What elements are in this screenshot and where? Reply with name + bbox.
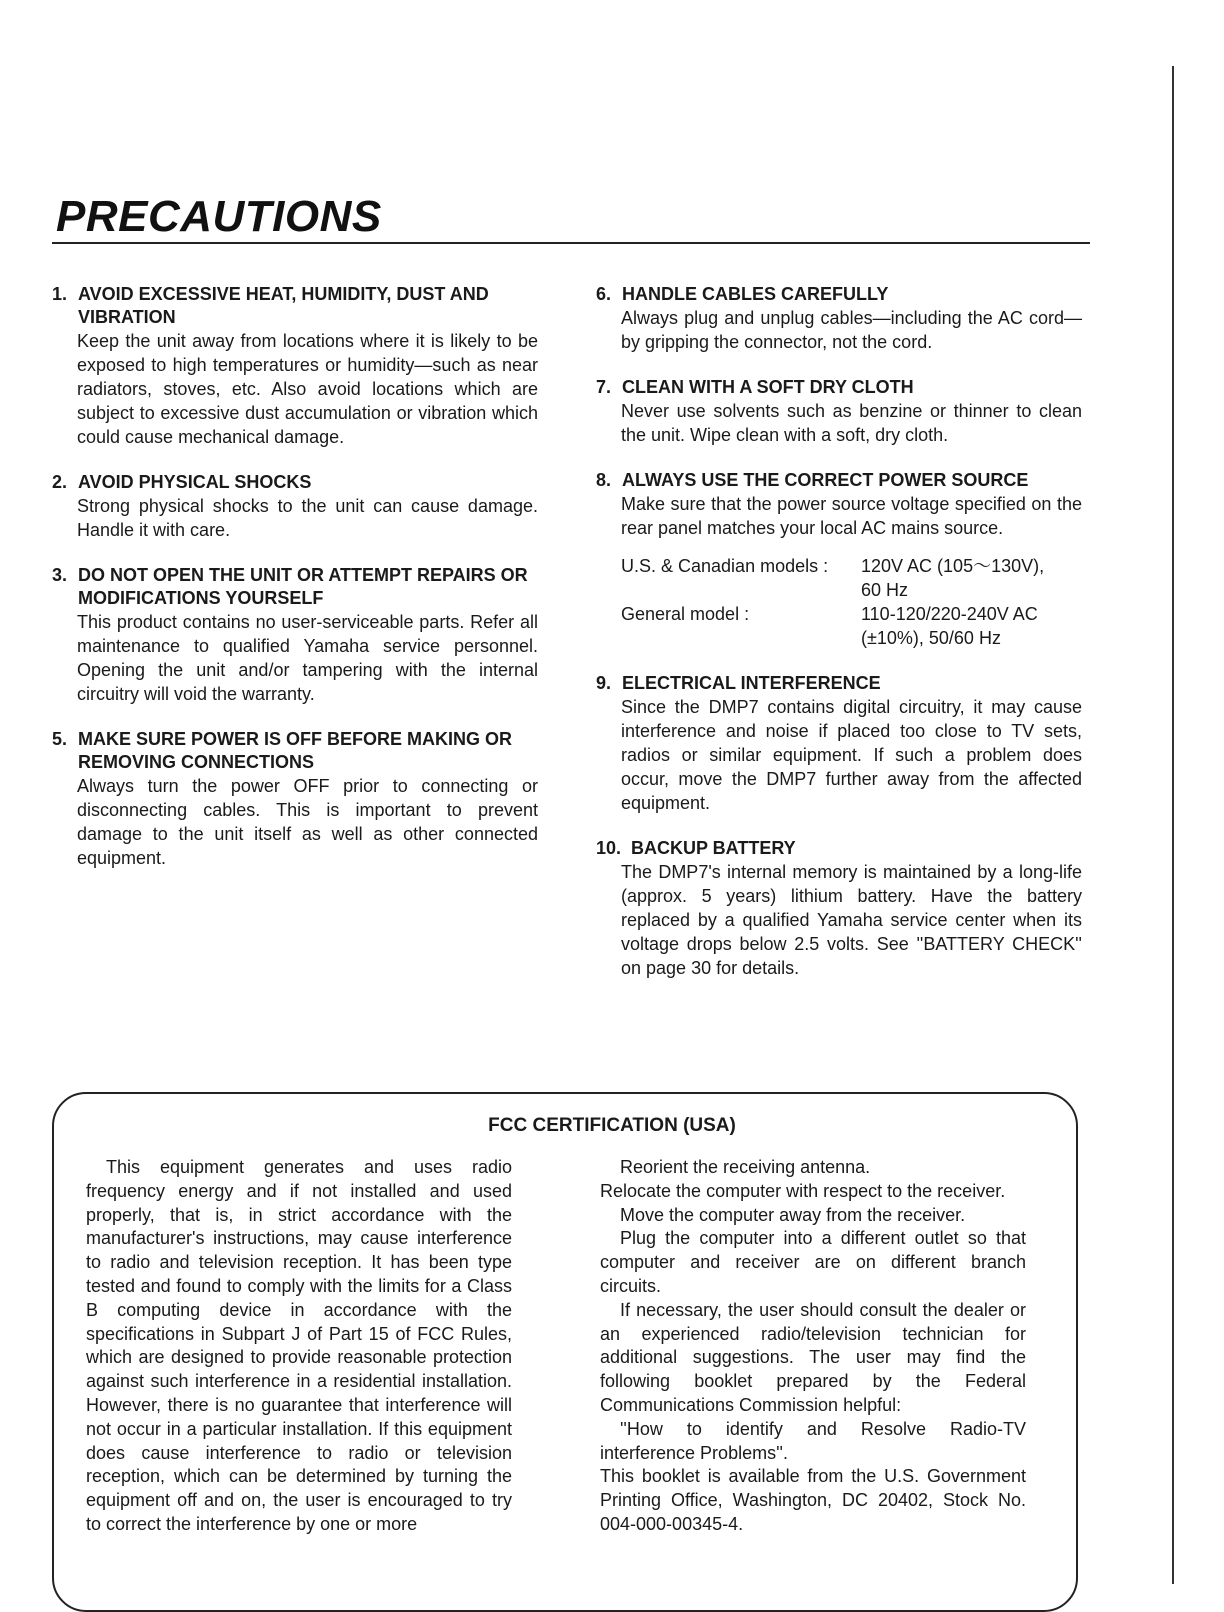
item-number: 1. bbox=[52, 284, 68, 304]
item-body: The DMP7's internal memory is maintained by a long-life (approx. 5 years) lithium battery. Have the battery replaced by a qualified Yamaha service center when its voltage drops below 2.5 volts. See ''BATTERY CHECK'' on page 30 for details. bbox=[621, 862, 1082, 978]
spec-row-general bbox=[621, 602, 1044, 626]
item-body: This product contains no user-serviceable parts. Refer all maintenance to qualified Yamaha service personnel. Opening the unit and/or tampering with the internal circuitry will void the warranty. bbox=[77, 612, 538, 704]
item-title: MAKE SURE POWER IS OFF BEFORE MAKING OR REMOVING CONNECTIONS bbox=[78, 729, 513, 772]
precaution-item-2 bbox=[52, 471, 538, 542]
fcc-remedy-reorient: Reorient the receiving antenna. bbox=[620, 1157, 871, 1177]
precaution-item-3 bbox=[52, 564, 538, 706]
spec-value-line1: 110-120/220-240V AC bbox=[861, 604, 1038, 624]
fcc-right-column bbox=[600, 1156, 1026, 1537]
spec-row-us-canada bbox=[621, 554, 1044, 578]
fcc-title: FCC CERTIFICATION (USA) bbox=[488, 1115, 736, 1136]
spec-value-line2: 60 Hz bbox=[861, 580, 909, 600]
spec-value-line2: (±10%), 50/60 Hz bbox=[861, 628, 1001, 648]
precaution-item-7 bbox=[596, 376, 1082, 447]
page-title: PRECAUTIONS bbox=[56, 192, 382, 241]
precaution-item-1 bbox=[52, 283, 538, 449]
item-title: ALWAYS USE THE CORRECT POWER SOURCE bbox=[622, 470, 1029, 490]
item-number: 7. bbox=[596, 377, 612, 397]
fcc-booklet-title: ''How to identify and Resolve Radio-TV interference Problems''. bbox=[600, 1418, 1026, 1463]
item-title: HANDLE CABLES CAREFULLY bbox=[622, 284, 889, 304]
spec-value-line1: 120V AC (105～130V), bbox=[861, 556, 1045, 576]
item-body: Strong physical shocks to the unit can cause damage. Handle it with care. bbox=[77, 496, 538, 540]
item-number: 5. bbox=[52, 729, 68, 749]
precautions-right-column bbox=[596, 283, 1082, 1002]
precaution-item-9 bbox=[596, 672, 1082, 815]
spec-label: U.S. & Canadian models : bbox=[621, 556, 829, 576]
item-body: Since the DMP7 contains digital circuitry, it may cause interference and noise if placed too close to TV sets, radios or similar equipment. If such a problem does occur, move the DMP7 further away from the affected equipment. bbox=[621, 697, 1082, 813]
item-body: Keep the unit away from locations where it is likely to be exposed to high temperatures or humidity—such as near radiators, stoves, etc. Also avoid locations which are subject to excessive dust accumulation or vibration which could cause mechanical damage. bbox=[77, 331, 538, 447]
item-body: Make sure that the power source voltage specified on the rear panel matches your local AC mains source. bbox=[621, 494, 1082, 538]
fcc-consult: If necessary, the user should consult the dealer or an experienced radio/television technician for additional suggestions. The user may find the following booklet prepared by the Federal Communications Commission helpful: bbox=[600, 1299, 1026, 1415]
item-number: 6. bbox=[596, 284, 612, 304]
item-body: Always plug and unplug cables—including the AC cord—by gripping the connector, not the cord. bbox=[621, 308, 1082, 352]
item-title: BACKUP BATTERY bbox=[631, 838, 796, 858]
fcc-paragraph: This equipment generates and uses radio frequency energy and if not installed and used properly, that is, in strict accordance with the manufacturer's instructions, may cause interference to radio and television reception. It has been type tested and found to comply with the limits for a Class B computing device in accordance with the specifications in Subpart J of Part 15 of FCC Rules, which are designed to provide reasonable protection against such interference in a residential installation. However, there is no guarantee that interference will not occur in a particular installation. If this equipment does cause interference to radio or television reception, which can be determined by turning the equipment off and on, the user is encouraged to try to correct the interference by one or more bbox=[86, 1157, 512, 1534]
title-underline bbox=[52, 242, 1090, 244]
precaution-item-8 bbox=[596, 469, 1082, 650]
spec-label: General model : bbox=[621, 604, 750, 624]
fcc-left-column bbox=[86, 1156, 512, 1537]
precaution-item-10 bbox=[596, 837, 1082, 980]
item-number: 2. bbox=[52, 472, 68, 492]
fcc-remedy-plug: Plug the computer into a different outlet so that computer and receiver are on different branch circuits. bbox=[600, 1228, 1026, 1296]
item-title: AVOID PHYSICAL SHOCKS bbox=[78, 472, 312, 492]
page-edge-rule bbox=[1172, 66, 1174, 1584]
fcc-availability: This booklet is available from the U.S. Government Printing Office, Washington, DC 20402, Stock No. 004-000-00345-4. bbox=[600, 1466, 1026, 1534]
fcc-remedy-relocate: Relocate the computer with respect to the receiver. bbox=[600, 1180, 1006, 1201]
item-body: Never use solvents such as benzine or thinner to clean the unit. Wipe clean with a soft, dry cloth. bbox=[621, 401, 1082, 445]
fcc-remedy-move: Move the computer away from the receiver. bbox=[620, 1204, 966, 1225]
precaution-item-5 bbox=[52, 728, 538, 870]
item-title: AVOID EXCESSIVE HEAT, HUMIDITY, DUST AND VIBRATION bbox=[78, 284, 489, 327]
item-number: 10. bbox=[596, 838, 622, 858]
item-number: 3. bbox=[52, 565, 68, 585]
item-title: ELECTRICAL INTERFERENCE bbox=[622, 673, 881, 693]
spec-row-us-canada-cont bbox=[621, 578, 1044, 602]
precautions-left-column bbox=[52, 283, 538, 892]
precaution-item-6 bbox=[596, 283, 1082, 354]
item-number: 8. bbox=[596, 470, 612, 490]
item-body: Always turn the power OFF prior to connecting or disconnecting cables. This is important to prevent damage to the unit itself as well as other connected equipment. bbox=[77, 776, 538, 868]
power-spec-table bbox=[621, 554, 1044, 650]
spec-row-general-cont bbox=[621, 626, 1044, 650]
item-number: 9. bbox=[596, 673, 612, 693]
item-title: DO NOT OPEN THE UNIT OR ATTEMPT REPAIRS OR MODIFICATIONS YOURSELF bbox=[78, 565, 528, 608]
item-title: CLEAN WITH A SOFT DRY CLOTH bbox=[622, 377, 914, 397]
